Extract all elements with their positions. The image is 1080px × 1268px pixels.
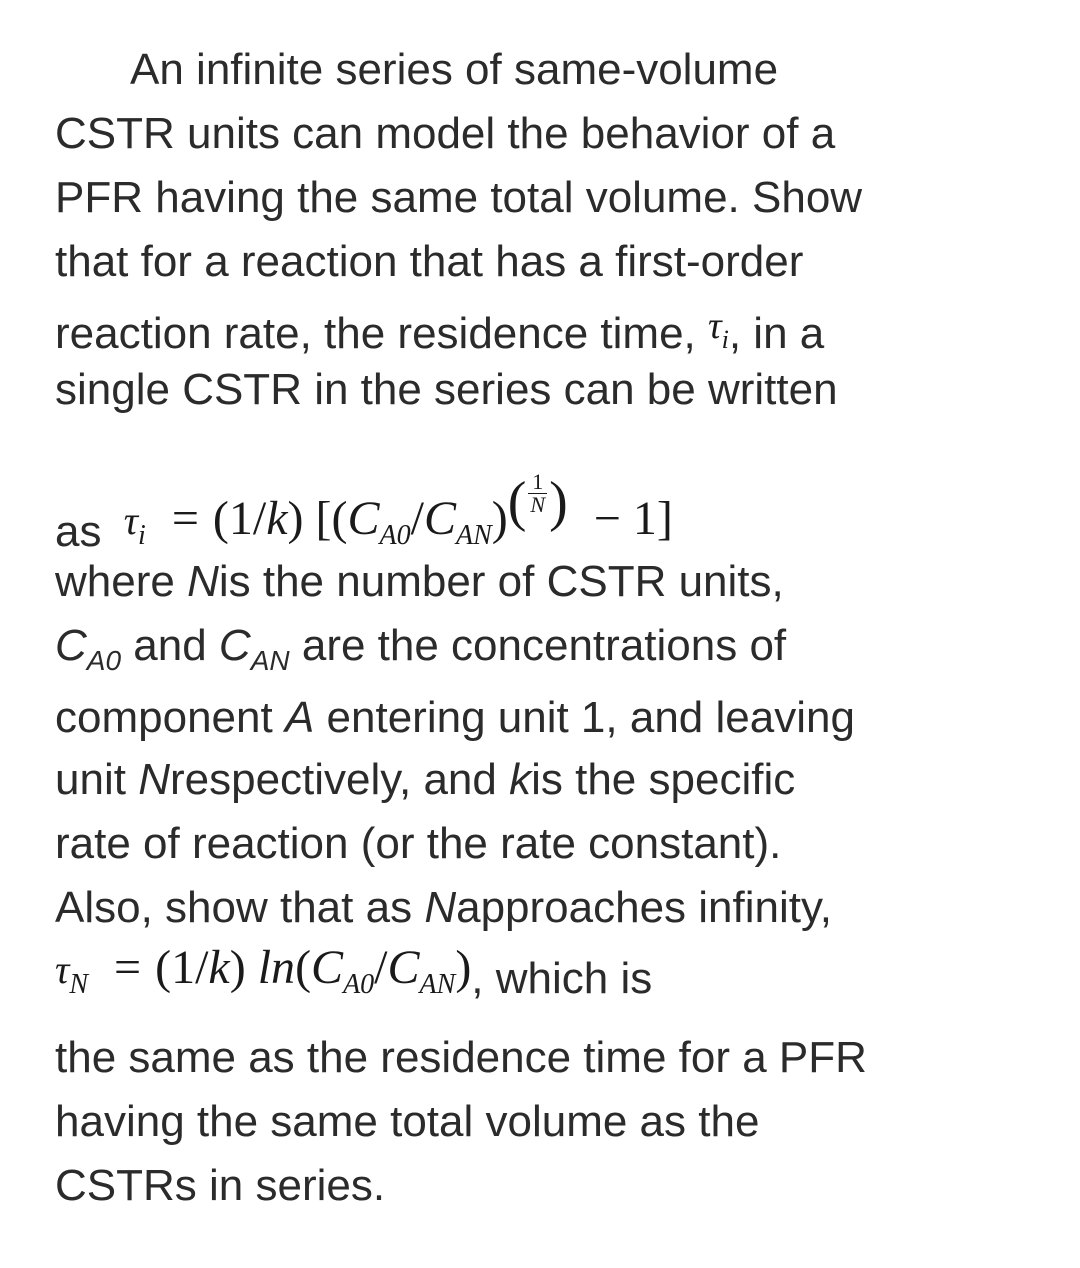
text-line-15-content: the same as the residence time for a PFR bbox=[55, 1033, 867, 1082]
text-line-16-content: having the same total volume as the bbox=[55, 1097, 760, 1146]
text-line-6 bbox=[55, 358, 838, 422]
eq2-part1: (1/ bbox=[155, 941, 209, 994]
eq1-close: ) bbox=[491, 492, 508, 545]
eq2-k: k bbox=[208, 941, 230, 994]
text-line-5-start: reaction rate, the residence time, bbox=[55, 309, 696, 358]
eq1-tail: − 1] bbox=[593, 492, 673, 545]
text-line-17 bbox=[55, 1154, 385, 1218]
var-N-3: N bbox=[424, 883, 457, 932]
text-line-9 bbox=[55, 614, 786, 693]
eq2-open: ( bbox=[295, 941, 312, 994]
eq1-c1: C bbox=[347, 492, 380, 545]
text-line-3 bbox=[55, 166, 862, 230]
var-C2-sub: AN bbox=[250, 645, 290, 676]
equation-2-line bbox=[55, 936, 652, 1017]
text-line-12 bbox=[55, 812, 781, 876]
eq1-part2: ) [( bbox=[287, 492, 348, 545]
text-line-1 bbox=[130, 38, 778, 102]
var-C1: C bbox=[55, 621, 87, 670]
var-C-AN bbox=[218, 621, 290, 676]
text-line-15 bbox=[55, 1026, 867, 1090]
exp-close-paren: ) bbox=[549, 471, 568, 533]
text-line-9-end: are the concentrations of bbox=[301, 621, 787, 670]
exponent-fraction bbox=[528, 471, 547, 516]
eq2-c1: C bbox=[311, 941, 344, 994]
text-line-13-start: Also, show that as bbox=[55, 883, 413, 932]
var-N: N bbox=[187, 557, 219, 606]
exp-open-paren: ( bbox=[507, 471, 527, 533]
text-line-13-end: approaches infinity, bbox=[456, 883, 832, 932]
var-C2: C bbox=[218, 621, 251, 670]
eq2-c2: C bbox=[387, 941, 420, 994]
text-line-4-content: that for a reaction that has a first-order bbox=[55, 237, 804, 286]
text-line-11-mid: respectively, and bbox=[169, 755, 497, 804]
eq1-sub1: A0 bbox=[379, 520, 411, 551]
eq2-tau-sub: N bbox=[69, 969, 89, 1000]
text-line-10-start: component bbox=[55, 693, 273, 742]
text-line-1-content: An infinite series of same-volume bbox=[130, 45, 779, 94]
var-N-2: N bbox=[138, 755, 170, 804]
text-line-12-content: rate of reaction (or the rate constant). bbox=[55, 819, 782, 868]
eq1-k: k bbox=[266, 492, 288, 545]
text-line-8 bbox=[55, 550, 784, 614]
text-line-5-end: , in a bbox=[728, 309, 825, 358]
text-line-3-content: PFR having the same total volume. Show bbox=[55, 173, 863, 222]
eq2-equals: = bbox=[114, 941, 142, 994]
as-label: as bbox=[55, 507, 102, 556]
eq1-tau bbox=[123, 498, 146, 551]
text-line-10-end: entering unit 1, and leaving bbox=[326, 693, 855, 742]
eq2-tau bbox=[55, 947, 89, 1000]
tau-subscript: i bbox=[721, 325, 729, 354]
text-line-17-content: CSTRs in series. bbox=[55, 1161, 386, 1210]
text-line-8-start: where bbox=[55, 557, 175, 606]
eq1-tau-glyph: τ bbox=[123, 498, 139, 543]
eq1-c2: C bbox=[423, 492, 456, 545]
equation-1 bbox=[123, 469, 673, 551]
text-line-11-end: is the specific bbox=[531, 755, 796, 804]
text-line-14-end: , which is bbox=[471, 954, 653, 1003]
tau-glyph: τ bbox=[708, 305, 722, 347]
eq1-slash: / bbox=[410, 492, 424, 545]
eq1-tau-sub: i bbox=[138, 520, 146, 551]
text-line-4 bbox=[55, 230, 803, 294]
text-line-2-content: CSTR units can model the behavior of a bbox=[55, 109, 836, 158]
text-line-10 bbox=[55, 686, 855, 750]
eq2-close: ) bbox=[455, 941, 472, 994]
var-C1-sub: A0 bbox=[86, 645, 122, 676]
equation-2 bbox=[55, 941, 472, 1000]
text-line-16 bbox=[55, 1090, 759, 1154]
var-k: k bbox=[509, 755, 532, 804]
text-line-9-and: and bbox=[133, 621, 207, 670]
eq2-ln: ln bbox=[257, 941, 296, 994]
eq2-tau-glyph: τ bbox=[55, 947, 70, 992]
var-A: A bbox=[284, 693, 315, 742]
eq1-sub2: AN bbox=[455, 520, 492, 551]
eq1-equals: = bbox=[171, 492, 199, 545]
text-line-8-end: is the number of CSTR units, bbox=[218, 557, 784, 606]
exp-numerator: 1 bbox=[528, 471, 547, 494]
text-line-11-start: unit bbox=[55, 755, 126, 804]
eq2-sub2: AN bbox=[419, 969, 456, 1000]
exp-denominator: N bbox=[530, 492, 546, 517]
eq2-slash: / bbox=[374, 941, 388, 994]
text-line-2 bbox=[55, 102, 835, 166]
eq1-part1: (1/ bbox=[212, 492, 267, 545]
var-C-A0 bbox=[55, 621, 122, 676]
eq2-part2: ) bbox=[229, 941, 246, 994]
eq2-sub1: A0 bbox=[343, 969, 375, 1000]
text-line-13 bbox=[55, 876, 832, 940]
tau-i-symbol bbox=[708, 305, 729, 354]
text-line-11 bbox=[55, 748, 795, 812]
text-line-6-content: single CSTR in the series can be written bbox=[55, 365, 838, 414]
